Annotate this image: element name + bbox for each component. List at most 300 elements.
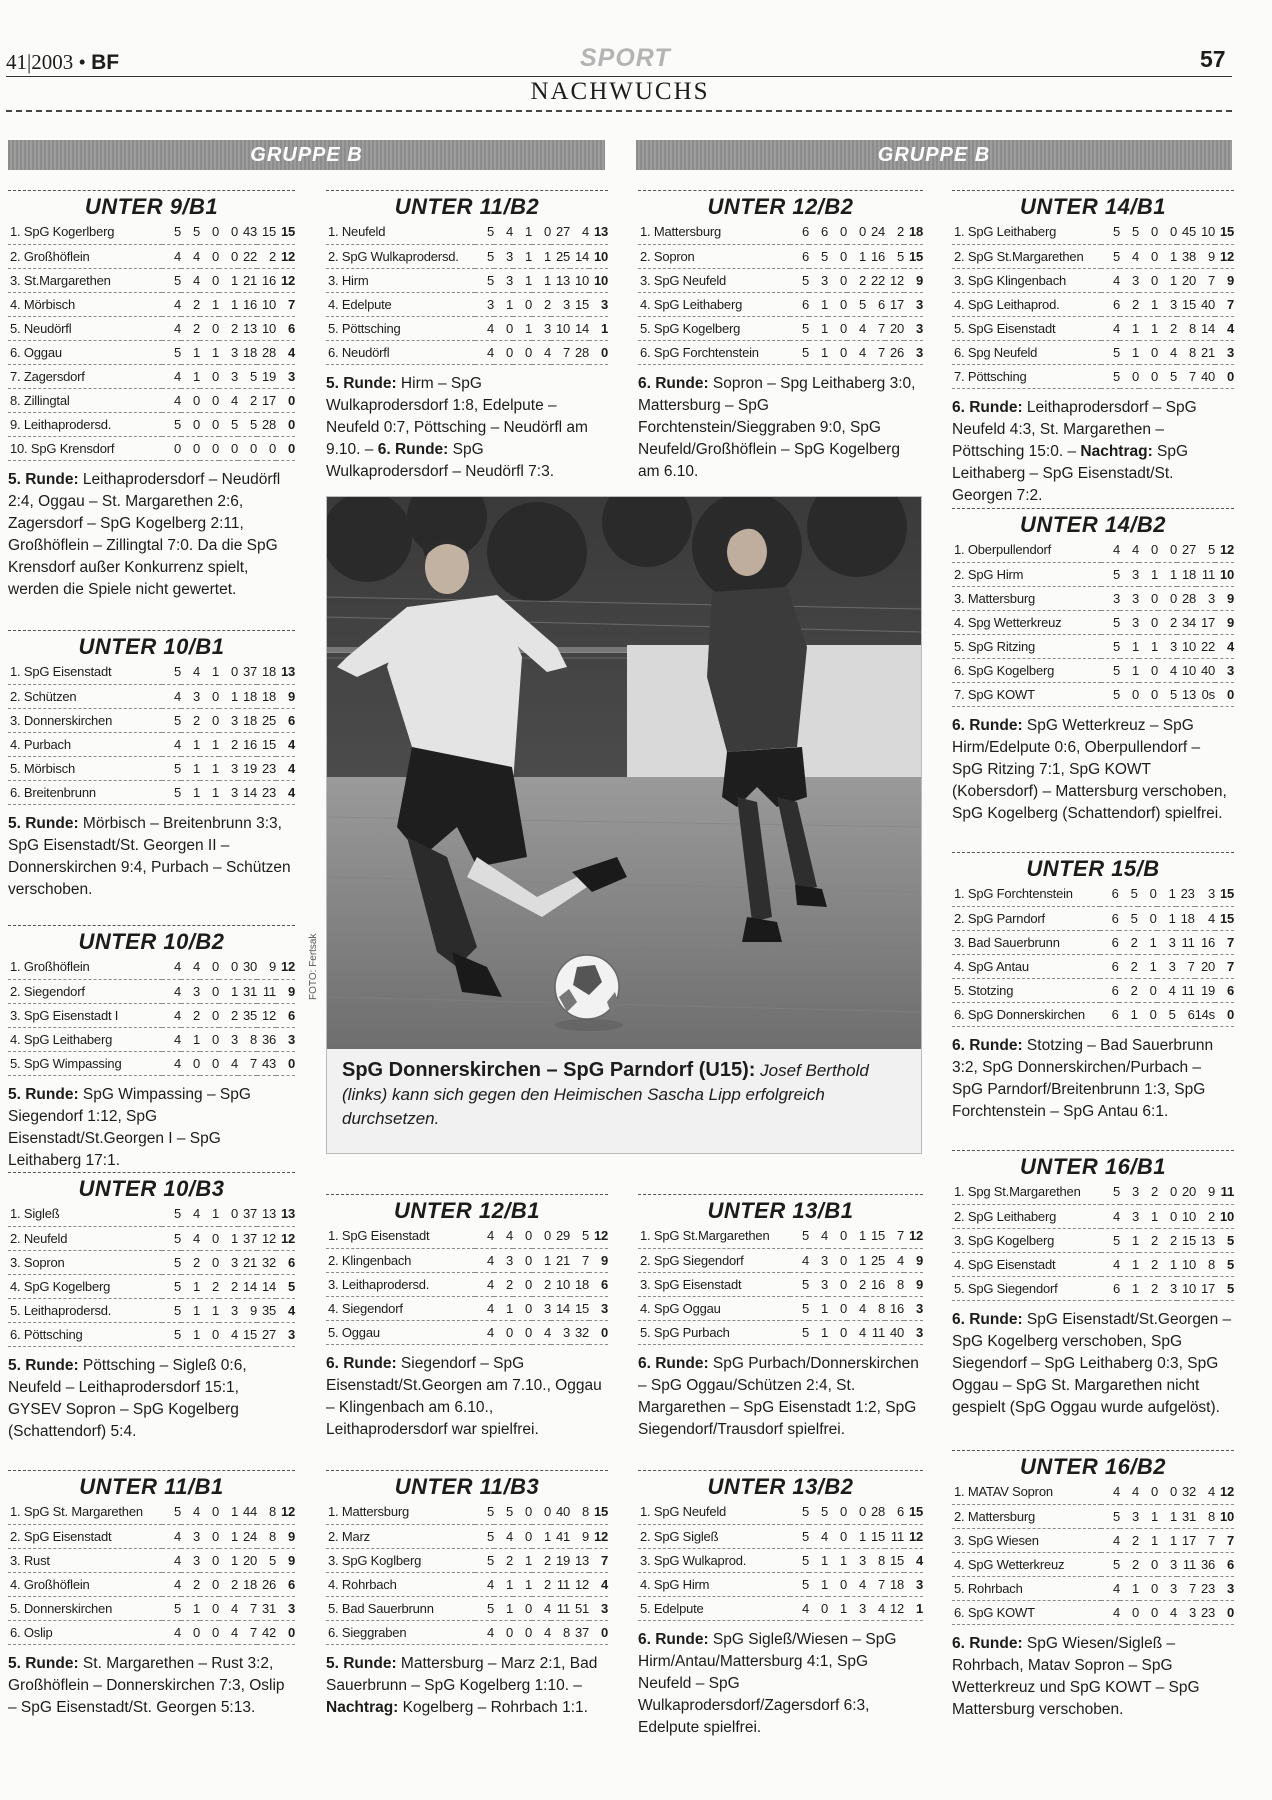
points: 9	[1215, 268, 1234, 292]
round-label: 6. Runde:	[952, 1036, 1023, 1054]
stat-value: 5	[809, 1500, 828, 1524]
round-text: Mörbisch – Breitenbrunn 3:3, SpG Eisenstadt/St. Georgen II – Donnerskirchen 9:4, Purbach – Schützen verschoben.	[8, 814, 291, 898]
stat-value: 5	[885, 244, 904, 268]
stat-value: 3	[181, 684, 200, 708]
table-block-u15b	[952, 852, 1234, 1123]
stat-value: 1	[513, 220, 532, 244]
stat-value: 14	[570, 244, 589, 268]
stat-value: 4	[162, 1051, 181, 1075]
stat-value: 1	[181, 1322, 200, 1346]
stat-value: 1	[1139, 634, 1158, 658]
points: 4	[276, 1298, 295, 1322]
stat-value: 13	[1177, 682, 1196, 706]
stat-value: 11	[1196, 562, 1215, 586]
stat-value: 0	[513, 1320, 532, 1344]
stat-value: 16	[866, 244, 885, 268]
points: 9	[589, 1248, 608, 1272]
stat-value: 0	[532, 1500, 551, 1524]
table-block-u12b1	[326, 1194, 608, 1441]
stat-value: 4	[219, 1322, 238, 1346]
team-name: 6. Sieggraben	[326, 1620, 475, 1644]
stat-value: 0	[200, 979, 219, 1003]
stat-value: 1	[1139, 292, 1158, 316]
round-report	[8, 813, 295, 901]
standings-table	[952, 1480, 1234, 1625]
table-row	[952, 364, 1234, 388]
stat-value: 9	[238, 1298, 257, 1322]
stat-value: 0	[1139, 1576, 1158, 1600]
stat-value: 0	[1138, 906, 1157, 930]
stat-value: 4	[494, 1524, 513, 1548]
stat-value: 8	[1177, 316, 1196, 340]
stat-value: 5	[1119, 882, 1138, 906]
stat-value: 4	[809, 1224, 828, 1248]
stat-value: 1	[809, 1296, 828, 1320]
stat-value: 13	[238, 316, 257, 340]
stat-value: 20	[1195, 954, 1215, 978]
points: 0	[1215, 1600, 1234, 1624]
stat-value: 3	[1120, 586, 1139, 610]
table-row	[8, 1548, 295, 1572]
header-dashed-rule	[6, 110, 1232, 112]
stat-value: 3	[1120, 1204, 1139, 1228]
stat-value: 32	[257, 1250, 276, 1274]
stat-value: 16	[1195, 930, 1215, 954]
team-name: 3. Rust	[8, 1548, 162, 1572]
table-row	[952, 1576, 1234, 1600]
table-title: UNTER 15/B	[952, 852, 1234, 882]
points: 6	[589, 1272, 608, 1296]
stat-value: 18	[238, 340, 257, 364]
stat-value: 3	[219, 364, 238, 388]
stat-value: 5	[257, 1548, 276, 1572]
round-text-2: SpG Wulkaprodersdorf – Neudörfl 7:3.	[326, 440, 555, 480]
stat-value: 5	[162, 1322, 181, 1346]
stat-value: 4	[790, 1596, 809, 1620]
round-text: SpG Purbach/Donnerskirchen – SpG Oggau/Schützen 2:4, St. Margarethen – SpG Eisenstadt 1:2, SpG Siegendorf/Trausdorf spielfrei.	[638, 1354, 919, 1438]
round-report	[326, 1353, 608, 1441]
stat-value: 0	[1158, 538, 1177, 562]
stat-value: 5	[790, 1296, 809, 1320]
stat-value: 4	[1196, 1480, 1215, 1504]
table-row	[952, 930, 1234, 954]
stat-value: 5	[790, 1548, 809, 1572]
stat-value: 1	[200, 1298, 219, 1322]
stat-value: 12	[885, 268, 904, 292]
stat-value: 0	[828, 1524, 847, 1548]
stat-value: 25	[866, 1248, 885, 1272]
points: 3	[904, 1320, 923, 1344]
stat-value: 0	[200, 1524, 219, 1548]
stat-value: 5	[1101, 610, 1120, 634]
points: 12	[1215, 538, 1234, 562]
stat-value: 1	[809, 1548, 828, 1572]
stat-value: 0	[513, 1500, 532, 1524]
team-name: 2. SpG Leithaberg	[952, 1204, 1101, 1228]
stat-value: 0	[200, 1226, 219, 1250]
table-title: UNTER 13/B2	[638, 1470, 923, 1500]
stat-value: 4	[162, 364, 181, 388]
points: 9	[276, 979, 295, 1003]
stat-value: 1	[1158, 1252, 1177, 1276]
table-title: UNTER 14/B1	[952, 190, 1234, 220]
stat-value: 0	[1120, 1600, 1139, 1624]
stat-value: 8	[866, 1548, 885, 1572]
team-name: 3. SpG Eisenstadt	[638, 1272, 790, 1296]
stat-value: 1	[219, 1548, 238, 1572]
stat-value: 1	[200, 780, 219, 804]
stat-value: 16	[885, 1296, 904, 1320]
stat-value: 0	[513, 1296, 532, 1320]
points: 6	[276, 1250, 295, 1274]
team-name: 4. Mörbisch	[8, 292, 162, 316]
stat-value: 1	[1158, 268, 1177, 292]
points: 6	[1215, 1552, 1234, 1576]
stat-value: 0	[257, 436, 276, 460]
points: 3	[904, 340, 923, 364]
table-row	[638, 244, 923, 268]
table-row	[8, 340, 295, 364]
stat-value: 18	[257, 660, 276, 684]
points: 5	[1215, 1276, 1234, 1300]
stat-value: 1	[181, 1027, 200, 1051]
team-name: 5. Oggau	[326, 1320, 475, 1344]
stat-value: 4	[1157, 978, 1176, 1002]
stat-value: 0	[162, 436, 181, 460]
stat-value: 5	[162, 780, 181, 804]
stat-value: 5	[162, 1500, 181, 1524]
stat-value: 4	[532, 1596, 551, 1620]
stat-value: 1	[513, 268, 532, 292]
table-row	[952, 1480, 1234, 1504]
stat-value: 1	[1120, 634, 1139, 658]
table-row	[8, 220, 295, 244]
stat-value: 3	[494, 1248, 513, 1272]
stat-value: 1	[1120, 1252, 1139, 1276]
table-block-u14b1	[952, 190, 1234, 507]
stat-value: 5	[162, 268, 181, 292]
stat-value: 12	[257, 1003, 276, 1027]
table-row	[8, 684, 295, 708]
team-name: 6. SpG Donnerskirchen	[952, 1002, 1100, 1026]
round-report	[952, 715, 1234, 825]
table-row	[638, 1572, 923, 1596]
table-row	[8, 1027, 295, 1051]
stat-value: 15	[885, 1548, 904, 1572]
table-row	[638, 316, 923, 340]
stat-value: 16	[866, 1272, 885, 1296]
stat-value: 19	[238, 756, 257, 780]
stat-value: 5	[790, 1320, 809, 1344]
stat-value: 0	[1139, 658, 1158, 682]
stat-value: 19	[257, 364, 276, 388]
stat-value: 7	[238, 1596, 257, 1620]
stat-value: 0	[1138, 882, 1157, 906]
stat-value: 21	[238, 268, 257, 292]
stat-value: 19	[1195, 978, 1215, 1002]
stat-value: 11	[551, 1596, 570, 1620]
stat-value: 1	[200, 756, 219, 780]
points: 12	[904, 1524, 923, 1548]
stat-value: 37	[238, 660, 257, 684]
stat-value: 0	[809, 1596, 828, 1620]
stat-value: 5	[475, 268, 494, 292]
points: 0	[1215, 1002, 1234, 1026]
stat-value: 1	[219, 1524, 238, 1548]
stat-value: 1	[513, 244, 532, 268]
round-report	[638, 1353, 923, 1441]
stat-value: 3	[181, 979, 200, 1003]
stat-value: 2	[532, 1572, 551, 1596]
table-block-u12b2	[638, 190, 923, 483]
stat-value: 2	[257, 244, 276, 268]
section-title: SPORT	[580, 44, 671, 72]
table-row	[952, 1204, 1234, 1228]
team-name: 4. SpG Antau	[952, 954, 1100, 978]
stat-value: 3	[1120, 1504, 1139, 1528]
team-name: 1. Mattersburg	[326, 1500, 475, 1524]
stat-value: 0	[219, 436, 238, 460]
stat-value: 28	[866, 1500, 885, 1524]
team-name: 1. SpG Neufeld	[638, 1500, 790, 1524]
stat-value: 11	[1177, 1552, 1196, 1576]
stat-value: 12	[885, 1596, 904, 1620]
points: 4	[276, 732, 295, 756]
stat-value: 35	[238, 1003, 257, 1027]
points: 12	[1215, 1480, 1234, 1504]
stat-value: 7	[1196, 1528, 1215, 1552]
stat-value: 18	[238, 708, 257, 732]
stat-value: 6	[809, 220, 828, 244]
stat-value: 6	[1100, 978, 1119, 1002]
stat-value: 1	[1120, 658, 1139, 682]
stat-value: 8	[1177, 340, 1196, 364]
team-name: 2. SpG St.Margarethen	[952, 244, 1101, 268]
stat-value: 0	[828, 1224, 847, 1248]
standings-table	[326, 220, 608, 365]
table-title: UNTER 11/B3	[326, 1470, 608, 1500]
table-row	[8, 756, 295, 780]
team-name: 3. SpG Neufeld	[638, 268, 790, 292]
stat-value: 5	[494, 1500, 513, 1524]
stat-value: 3	[219, 708, 238, 732]
stat-value: 18	[238, 1572, 257, 1596]
team-name: 3. SpG Koglberg	[326, 1548, 475, 1572]
stat-value: 2	[181, 1250, 200, 1274]
stat-value: 0	[200, 1003, 219, 1027]
stat-value: 20	[885, 316, 904, 340]
team-name: 4. SpG Leithaberg	[638, 292, 790, 316]
stat-value: 7	[1177, 364, 1196, 388]
stat-value: 0	[200, 364, 219, 388]
stat-value: 8	[257, 1524, 276, 1548]
stat-value: 2	[219, 1572, 238, 1596]
stat-value: 4	[475, 1296, 494, 1320]
stat-value: 0	[181, 388, 200, 412]
team-name: 2. SpG Eisenstadt	[8, 1524, 162, 1548]
stat-value: 5	[1101, 1552, 1120, 1576]
team-name: 2. Mattersburg	[952, 1504, 1101, 1528]
standings-table	[638, 220, 923, 365]
stat-value: 2	[1158, 316, 1177, 340]
stat-value: 4	[494, 1224, 513, 1248]
stat-value: 2	[847, 1272, 866, 1296]
stat-value: 6	[1100, 930, 1119, 954]
stat-value: 20	[1177, 268, 1196, 292]
stat-value: 4	[475, 316, 494, 340]
table-row	[952, 610, 1234, 634]
stat-value: 1	[494, 1596, 513, 1620]
round-label: 6. Runde:	[638, 374, 709, 392]
stat-value: 9	[1196, 244, 1215, 268]
stat-value: 4	[162, 732, 181, 756]
points: 3	[276, 1596, 295, 1620]
stat-value: 4	[570, 220, 589, 244]
table-row	[638, 1548, 923, 1572]
stat-value: 13	[1196, 1228, 1215, 1252]
table-row	[952, 1180, 1234, 1204]
team-name: 3. St.Margarethen	[8, 268, 162, 292]
table-block-u11b3	[326, 1470, 608, 1719]
stat-value: 5	[162, 1596, 181, 1620]
stat-value: 0	[200, 1620, 219, 1644]
stat-value: 1	[200, 660, 219, 684]
stat-value: 15	[866, 1224, 885, 1248]
stat-value: 4	[475, 1272, 494, 1296]
stat-value: 2	[1139, 1228, 1158, 1252]
team-name: 5. Mörbisch	[8, 756, 162, 780]
stat-value: 1	[1120, 316, 1139, 340]
table-row	[952, 316, 1234, 340]
stat-value: 45	[1177, 220, 1196, 244]
round-label: 6. Runde:	[326, 1354, 397, 1372]
points: 3	[589, 292, 608, 316]
stat-value: 40	[1196, 364, 1215, 388]
team-name: 2. SpG Parndorf	[952, 906, 1100, 930]
stat-value: 1	[532, 1524, 551, 1548]
points: 3	[1215, 340, 1234, 364]
stat-value: 4	[866, 1596, 885, 1620]
round-label: 6. Runde:	[952, 1310, 1023, 1328]
round-label: 6. Runde:	[952, 1634, 1023, 1652]
team-name: 6. Spg Neufeld	[952, 340, 1101, 364]
round-label-2: Nachtrag:	[1080, 442, 1153, 460]
stat-value: 5	[790, 1500, 809, 1524]
stat-value: 5	[570, 1224, 589, 1248]
points: 0	[276, 1051, 295, 1075]
stat-value: 4	[162, 684, 181, 708]
points: 3	[904, 1296, 923, 1320]
stat-value: 1	[1157, 882, 1176, 906]
stat-value: 5	[181, 220, 200, 244]
stat-value: 3	[532, 316, 551, 340]
points: 3	[589, 1296, 608, 1320]
round-text: SpG Wetterkreuz – SpG Hirm/Edelpute 0:6, Oberpullendorf – SpG Ritzing 7:1, SpG KOWT (Kobersdorf) – Mattersburg verschoben, SpG Kogelberg (Schattendorf) spielfrei.	[952, 716, 1227, 822]
points: 10	[589, 268, 608, 292]
stat-value: 32	[570, 1320, 589, 1344]
stat-value: 5	[162, 1250, 181, 1274]
stat-value: 0	[200, 436, 219, 460]
round-text: Stotzing – Bad Sauerbrunn 3:2, SpG Donnerskirchen/Purbach – SpG Parndorf/Breitenbrunn 1:3, SpG Forchtenstein – SpG Antau 6:1.	[952, 1036, 1214, 1120]
team-name: 1. Spg St.Margarethen	[952, 1180, 1101, 1204]
stat-value: 5	[1196, 538, 1215, 562]
stat-value: 1	[181, 732, 200, 756]
points: 0	[1215, 682, 1234, 706]
stat-value: 0	[1138, 1002, 1157, 1026]
stat-value: 0	[828, 1500, 847, 1524]
table-row	[8, 1226, 295, 1250]
stat-value: 0	[1139, 364, 1158, 388]
stat-value: 4	[162, 1620, 181, 1644]
table-row	[326, 1548, 608, 1572]
team-name: 4. Spg Wetterkreuz	[952, 610, 1101, 634]
stat-value: 0	[200, 955, 219, 979]
table-row	[638, 292, 923, 316]
points: 9	[904, 1272, 923, 1296]
stat-value: 0	[494, 340, 513, 364]
stat-value: 9	[257, 955, 276, 979]
stat-value: 0	[200, 316, 219, 340]
stat-value: 5	[1119, 906, 1138, 930]
stat-value: 0	[1158, 220, 1177, 244]
round-text: Siegendorf – SpG Eisenstadt/St.Georgen am 7.10., Oggau – Klingenbach am 6.10., Leithaprodersdorf war spielfrei.	[326, 1354, 602, 1438]
team-name: 2. Großhöflein	[8, 244, 162, 268]
stat-value: 1	[1139, 562, 1158, 586]
stat-value: 4	[162, 1548, 181, 1572]
stat-value: 8	[1196, 1504, 1215, 1528]
standings-table	[8, 660, 295, 805]
round-report	[638, 373, 923, 483]
points: 4	[276, 780, 295, 804]
team-name: 1. SpG Kogerlberg	[8, 220, 162, 244]
stat-value: 3	[219, 340, 238, 364]
points: 0	[276, 412, 295, 436]
team-name: 3. SpG Klingenbach	[952, 268, 1101, 292]
team-name: 4. SpG Wetterkreuz	[952, 1552, 1101, 1576]
stat-value: 3	[219, 1027, 238, 1051]
stat-value: 0	[200, 708, 219, 732]
table-block-u10b3	[8, 1172, 295, 1443]
stat-value: 11	[551, 1572, 570, 1596]
table-block-u16b1	[952, 1150, 1234, 1419]
stat-value: 0	[828, 316, 847, 340]
header-rule	[6, 76, 1232, 77]
stat-value: 2	[181, 1572, 200, 1596]
team-name: 1. SpG Eisenstadt	[8, 660, 162, 684]
team-name: 10. SpG Krensdorf	[8, 436, 162, 460]
stat-value: 23	[257, 780, 276, 804]
stat-value: 0	[494, 1620, 513, 1644]
stat-value: 1	[1120, 1276, 1139, 1300]
team-name: 5. Leithaprodersd.	[8, 1298, 162, 1322]
table-row	[638, 1500, 923, 1524]
stat-value: 14	[238, 1274, 257, 1298]
stat-value: 0	[219, 244, 238, 268]
stat-value: 5	[1101, 634, 1120, 658]
stat-value: 5	[847, 292, 866, 316]
team-name: 2. Schützen	[8, 684, 162, 708]
table-row	[8, 388, 295, 412]
stat-value: 10	[257, 292, 276, 316]
standings-table	[638, 1224, 923, 1345]
stat-value: 26	[885, 340, 904, 364]
round-text-2: SpG Leithaberg – SpG Eisenstadt/St. Georgen 7:2.	[952, 442, 1189, 504]
table-row	[326, 1500, 608, 1524]
table-row	[952, 562, 1234, 586]
points: 7	[1215, 954, 1234, 978]
team-name: 2. SpG Siegendorf	[638, 1248, 790, 1272]
stat-value: 3	[1196, 586, 1215, 610]
